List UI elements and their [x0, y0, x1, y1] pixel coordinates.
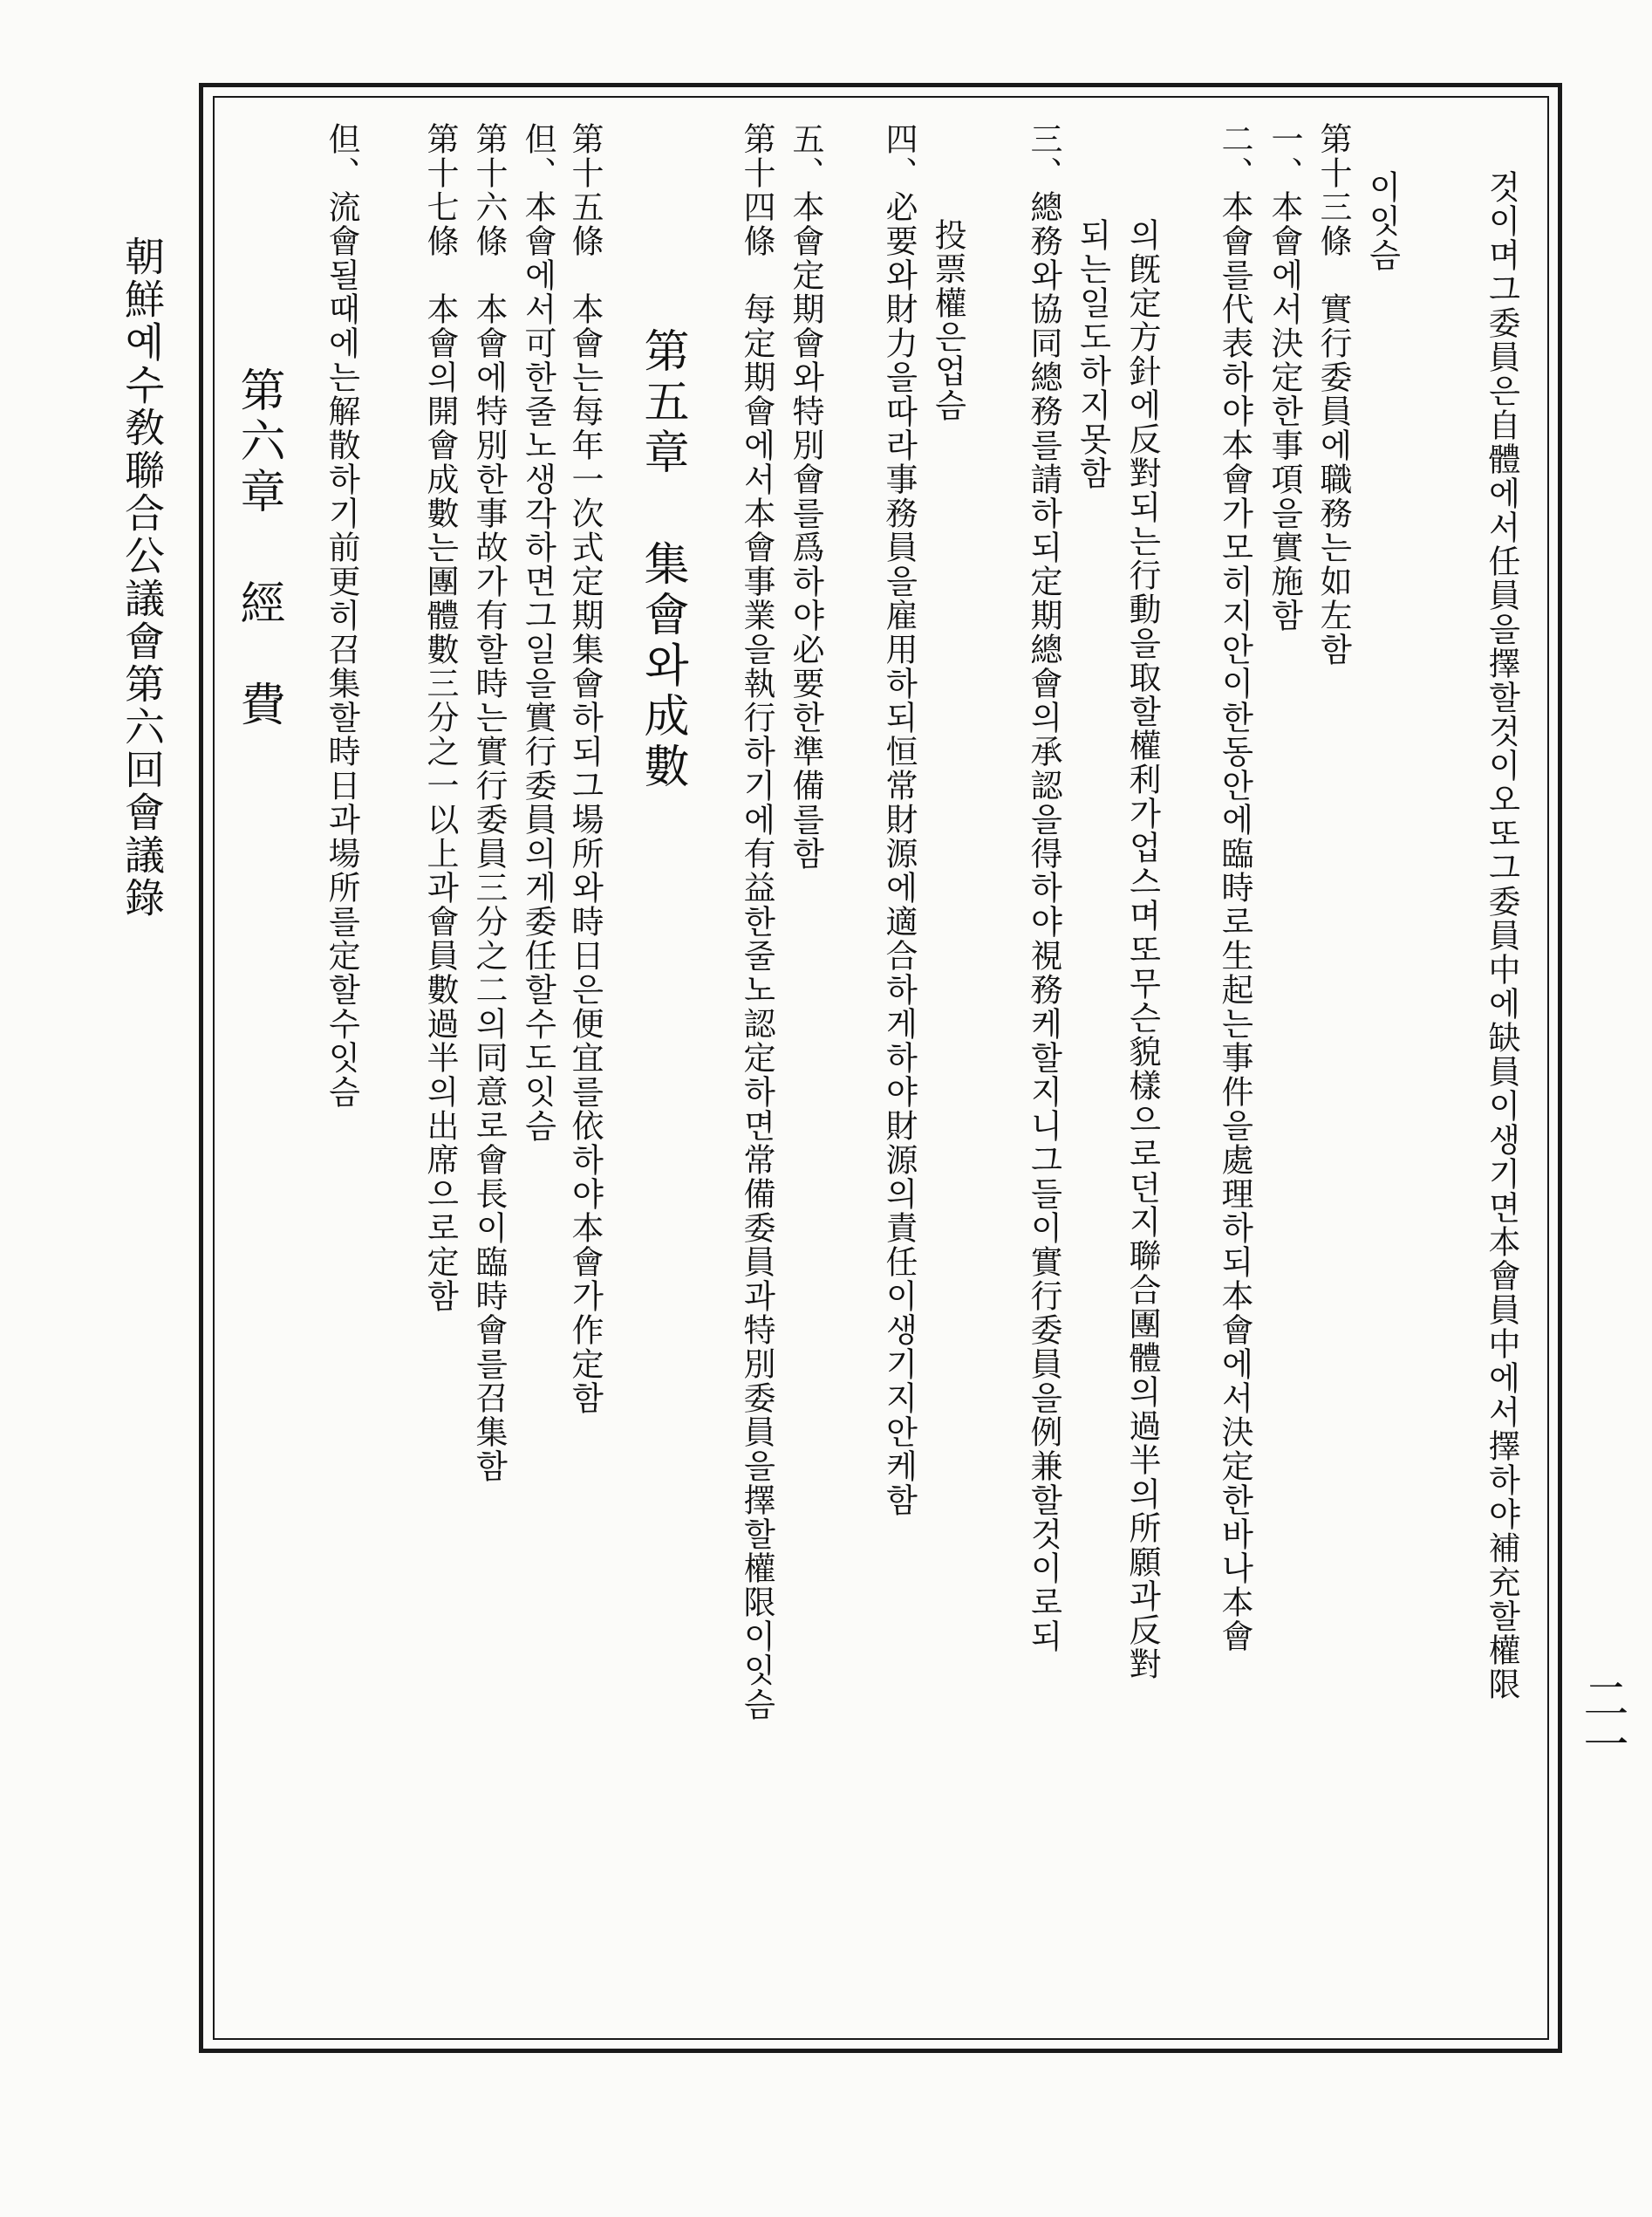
text-line-2: 이잇슴 [1363, 170, 1401, 272]
chapter-6-number: 第六章 [232, 366, 284, 518]
article-13-item-3-cont: 投票權은업슴 [929, 218, 966, 422]
chapter-5-number: 第五章 [636, 327, 688, 479]
article-13-item-1: 一、本會에서決定한事項을實施함 [1266, 122, 1303, 633]
running-title: 朝鮮예수敎聯合公議會第六回會議錄 [119, 236, 166, 920]
article-15-proviso: 但、本會에서可한줄노생각하면그일을實行委員의게委任할수도잇슴 [519, 122, 556, 1143]
chapter-6-title: 經 費 [232, 579, 284, 731]
article-13-item-3: 三、總務와協同總務를請하되定期總會의承認을得하야視務케할지니그들이實行委員을例兼할것이로되 [1025, 122, 1062, 1653]
text-line-1: 것이며그委員은自體에서任員을擇할것이오또그委員中에缺員이생기면本會員中에서擇하야補充할權限 [1483, 170, 1520, 1701]
article-13-item-2-cont-2: 되는일도하지못함 [1074, 218, 1111, 490]
article-15: 第十五條 本會는每年一次式定期集會하되그場所와時日은便宜를依하야本會가作定함 [566, 122, 604, 1415]
chapter-6-heading [232, 366, 284, 731]
article-16: 第十六條 本會에特別한事故가有할時는實行委員三分之二의同意로會長이臨時會를召集함 [470, 122, 508, 1483]
article-13-item-4: 四、必要와財力을따라事務員을雇用하되恒常財源에適合하게하야財源의責任이생기지안케함 [880, 122, 918, 1517]
article-13-heading: 第十三條 實行委員에職務는如左함 [1314, 122, 1352, 667]
article-13-item-2: 二、本會를代表하야本會가모히지안이한동안에臨時로生起는事件을處理하되本會에서決定한바나本會 [1216, 122, 1253, 1653]
article-13-item-2-cont-1: 의旣定方針에反對되는行動을取할權利가업스며또무슨貌樣으로던지聯合團體의過半의所願과反對 [1123, 218, 1161, 1681]
article-14: 第十四條 每定期會에서本會事業을執行하기에有益한줄노認定하면常備委員과特別委員을擇할權限이잇슴 [738, 122, 775, 1721]
article-17: 第十七條 本會의開會成數는團體數三分之一以上과會員數過半의出席으로定함 [421, 122, 459, 1313]
page-number: 二一 [1575, 1675, 1628, 1766]
article-13-item-5: 五、本會定期會와特別會를爲하야必要한準備를함 [787, 122, 824, 871]
article-17-proviso: 但、流會될때에는解散하기前更히召集할時日과場所를定할수잇슴 [323, 122, 360, 1109]
chapter-5-title: 集會와成數 [636, 540, 688, 793]
chapter-5-heading [636, 327, 688, 793]
